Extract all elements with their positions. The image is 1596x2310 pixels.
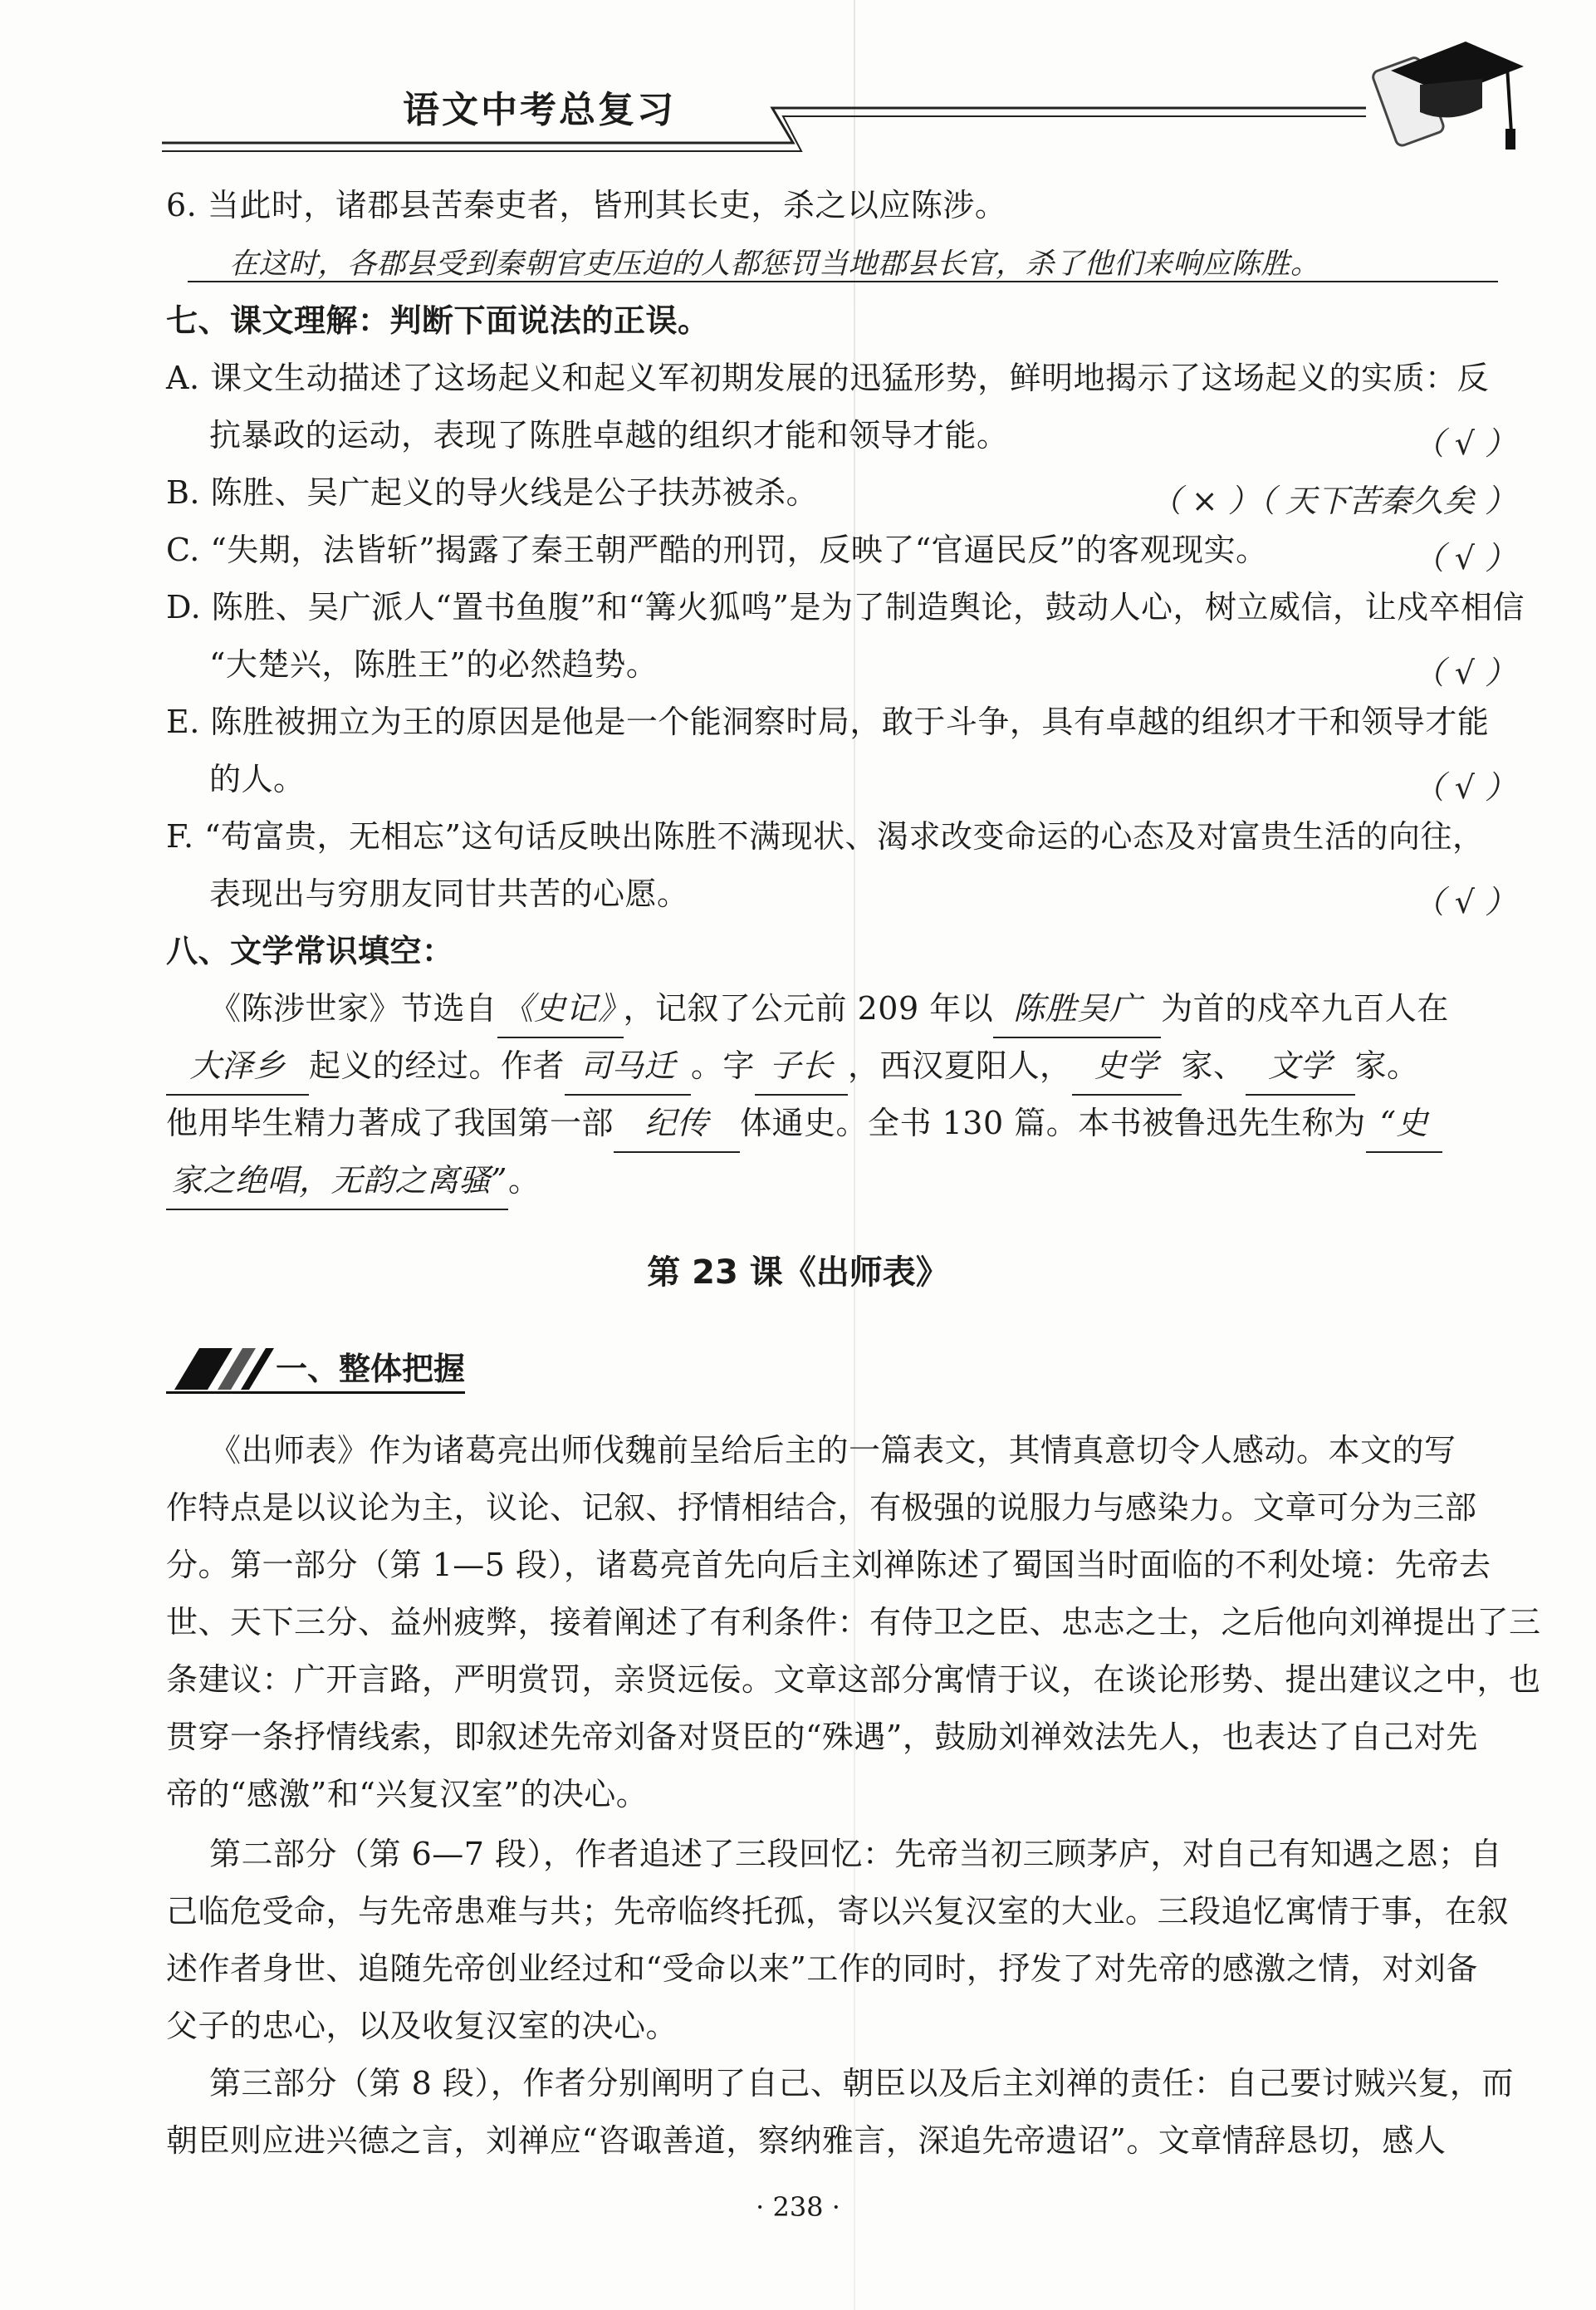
heading-stripes-icon <box>166 1341 282 1391</box>
overview-line: 述作者身世、追随先帝创业经过和“受命以来”工作的同时，抒发了对先帝的感激之情，对刘备 <box>166 1950 1478 1987</box>
overview-line: 分。第一部分（第 1—5 段），诸葛亮首先向后主刘禅陈述了蜀国当时面临的不利处境：先帝去 <box>166 1547 1491 1583</box>
s7-e-line1: E. 陈胜被拥立为王的原因是他是一个能洞察时局，敢于斗争，具有卓越的组织才干和领导才能 <box>166 704 1490 740</box>
s7-d-mark: （ √ ） <box>1412 655 1516 691</box>
s8-line1 <box>209 980 1516 1037</box>
s8-text: 。 <box>508 1162 541 1199</box>
s8-answer: “史 <box>1366 1095 1442 1153</box>
s8-line3 <box>166 1095 1516 1151</box>
overview-line: 作特点是以议论为主，议论、记叙、抒情相结合，有极强的说服力与感染力。文章可分为三部 <box>166 1489 1477 1526</box>
s7-d-line1: D. 陈胜、吴广派人“置书鱼腹”和“篝火狐鸣”是为了制造舆论，鼓动人心，树立威信，让戍卒相信 <box>166 589 1525 625</box>
s7-a-line1: A. 课文生动描述了这场起义和起义军初期发展的迅猛形势，鲜明地揭示了这场起义的实质：反 <box>166 360 1490 396</box>
overview-heading: 一、整体把握 <box>276 1351 466 1387</box>
s8-answer: 纪传 <box>614 1095 740 1153</box>
s8-answer: 大泽乡 <box>166 1037 309 1096</box>
s8-text: 《陈涉世家》节选自 <box>209 990 497 1027</box>
s8-text: ，记叙了公元前 209 年以 <box>623 990 994 1027</box>
section7-heading: 七、课文理解：判断下面说法的正误。 <box>166 302 710 339</box>
s7-f-line2: 表现出与穷朋友同甘共苦的心愿。 <box>209 875 689 912</box>
s8-answer: 司马迁 <box>565 1037 691 1096</box>
overview-line: 第二部分（第 6—7 段），作者追述了三段回忆：先帝当初三顾茅庐，对自己有知遇之恩；自 <box>209 1836 1503 1872</box>
section8-heading: 八、文学常识填空： <box>166 933 454 969</box>
s8-text: 为首的戍卒九百人在 <box>1161 990 1449 1027</box>
graduation-cap-icon <box>1358 33 1524 158</box>
s7-b-mark: （ × ）（ 天下苦秦久矣 ） <box>1149 483 1516 519</box>
header-title: 语文中考总复习 <box>403 89 676 131</box>
s7-c-line1: C. “失期，法皆斩”揭露了秦王朝严酷的刑罚，反映了“官逼民反”的客观现实。 <box>166 532 1268 568</box>
overview-line: 《出师表》作为诸葛亮出师伐魏前呈给后主的一篇表文，其情真意切令人感动。本文的写 <box>209 1432 1456 1469</box>
s7-a-line2: 抗暴政的运动，表现了陈胜卓越的组织才能和领导才能。 <box>209 417 1009 454</box>
s8-text: 。字 <box>691 1047 756 1084</box>
s8-answer: 家之绝唱，无韵之离骚” <box>166 1152 508 1210</box>
s8-answer: 文学 <box>1246 1037 1355 1096</box>
s7-c-mark: （ √ ） <box>1412 540 1516 576</box>
overview-line: 世、天下三分、益州疲弊，接着阐述了有利条件：有侍卫之臣、忠志之士，之后他向刘禅提出了三 <box>166 1604 1541 1641</box>
header <box>162 75 1524 166</box>
s7-d-line2: “大楚兴，陈胜王”的必然趋势。 <box>209 646 658 683</box>
s7-f-line1: F. “苟富贵，无相忘”这句话反映出陈胜不满现状、渴求改变命运的心态及对富贵生活的向往， <box>166 818 1485 855</box>
s8-text: 体通史。全书 130 篇。本书被鲁迅先生称为 <box>740 1105 1366 1141</box>
s7-a-mark: （ √ ） <box>1412 425 1516 462</box>
s8-answer: 子长 <box>755 1037 848 1096</box>
s8-line4 <box>166 1152 1516 1209</box>
s8-answer: 陈胜吴广 <box>993 980 1161 1038</box>
s8-text: 起义的经过。作者 <box>309 1047 565 1084</box>
overview-line: 己临危受命，与先帝患难与共；先帝临终托孤，寄以兴复汉室的大业。三段追忆寓情于事，在叙 <box>166 1893 1510 1930</box>
overview-line: 朝臣则应进兴德之言，刘禅应“咨诹善道，察纳雅言，深追先帝遗诏”。文章情辞恳切，感人 <box>166 2122 1447 2159</box>
overview-line: 父子的忠心，以及收复汉室的决心。 <box>166 2008 678 2044</box>
overview-heading-underline <box>166 1391 465 1394</box>
s7-e-line2: 的人。 <box>209 761 306 797</box>
q6-question: 6. 当此时，诸郡县苦秦吏者，皆刑其长吏，杀之以应陈涉。 <box>166 187 1007 223</box>
overview-line: 帝的“感激”和“兴复汉室”的决心。 <box>166 1776 649 1812</box>
s8-text: 家、 <box>1181 1047 1246 1084</box>
s8-line2 <box>166 1037 1516 1094</box>
s7-e-mark: （ √ ） <box>1412 769 1516 806</box>
s8-answer: 史学 <box>1072 1037 1182 1096</box>
overview-line: 第三部分（第 8 段），作者分别阐明了自己、朝臣以及后主刘禅的责任：自己要讨贼兴复，而 <box>209 2065 1514 2102</box>
s8-text: ，西汉夏阳人， <box>848 1047 1072 1084</box>
q6-answer: 在这时，各郡县受到秦朝官吏压迫的人都惩罚当地郡县长官，杀了他们来响应陈胜。 <box>229 248 1320 281</box>
header-rule <box>162 75 1524 166</box>
lesson-title: 第 23 课《出师表》 <box>647 1253 949 1292</box>
page-number: · 238 · <box>756 2191 840 2223</box>
s7-f-mark: （ √ ） <box>1412 884 1516 920</box>
s8-answer: 《史记》 <box>497 980 624 1038</box>
s7-b-line1: B. 陈胜、吴广起义的导火线是公子扶苏被杀。 <box>166 474 819 511</box>
overview-line: 条建议：广开言路，严明赏罚，亲贤远佞。文章这部分寓情于议，在谈论形势、提出建议之中，也 <box>166 1661 1541 1698</box>
s8-text: 他用毕生精力著成了我国第一部 <box>166 1105 614 1141</box>
q6-answer-underline <box>188 281 1498 282</box>
overview-heading-block <box>166 1341 482 1400</box>
s8-text: 家。 <box>1354 1047 1419 1084</box>
overview-line: 贯穿一条抒情线索，即叙述先帝刘备对贤臣的“殊遇”，鼓励刘禅效法先人，也表达了自己对先 <box>166 1719 1478 1755</box>
